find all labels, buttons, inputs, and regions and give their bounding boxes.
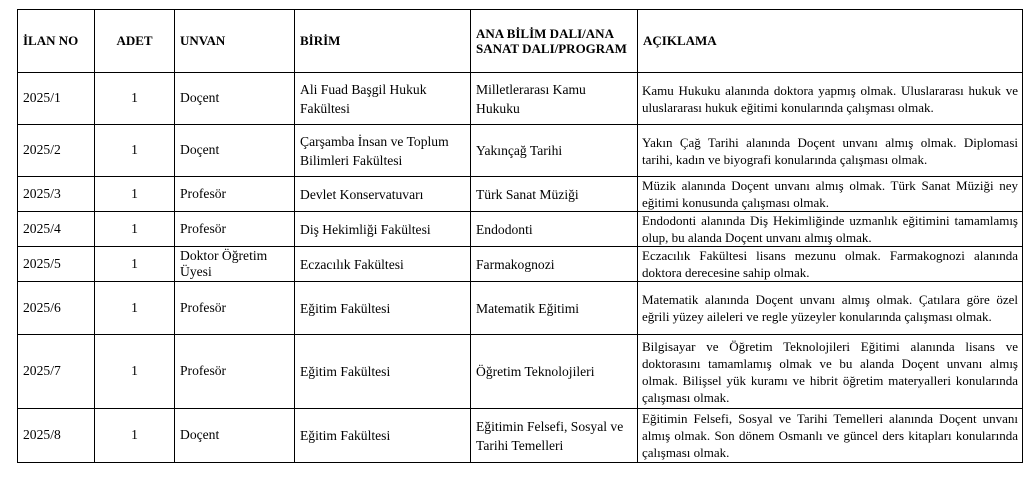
cell-adet: 1: [95, 409, 175, 463]
cell-aciklama: Bilgisayar ve Öğretim Teknolojileri Eğitimi alanında lisans ve doktorasını tamamlamış olmak ve bu alanda Doçent unvanı almış olmak. Bilişsel yük kuramı ve hibrit öğretim materyalleri konularında çalışması olmak.: [638, 335, 1023, 409]
header-program: ANA BİLİM DALI/ANA SANAT DALI/PROGRAM: [471, 10, 638, 73]
cell-adet: 1: [95, 335, 175, 409]
cell-unvan: Profesör: [175, 177, 295, 212]
table-row: [18, 282, 1023, 335]
cell-ilan-no: 2025/2: [18, 125, 95, 177]
header-row: [18, 10, 1023, 73]
table-header: [18, 10, 1023, 73]
cell-ilan-no: 2025/8: [18, 409, 95, 463]
cell-birim: Ali Fuad Başgil Hukuk Fakültesi: [295, 73, 471, 125]
cell-adet: 1: [95, 282, 175, 335]
document-page: [17, 9, 1023, 463]
cell-program: Milletlerarası Kamu Hukuku: [471, 73, 638, 125]
cell-ilan-no: 2025/6: [18, 282, 95, 335]
cell-program: Türk Sanat Müziği: [471, 177, 638, 212]
cell-program: Yakınçağ Tarihi: [471, 125, 638, 177]
cell-program: Eğitimin Felsefi, Sosyal ve Tarihi Temelleri: [471, 409, 638, 463]
cell-adet: 1: [95, 212, 175, 247]
table-row: [18, 177, 1023, 212]
cell-ilan-no: 2025/4: [18, 212, 95, 247]
cell-unvan: Doçent: [175, 125, 295, 177]
cell-birim: Eczacılık Fakültesi: [295, 247, 471, 282]
cell-aciklama: Matematik alanında Doçent unvanı almış olmak. Çatılara göre özel eğrili yüzey aileleri ve regle yüzeyler konularında çalışması olmak.: [638, 282, 1023, 335]
cell-adet: 1: [95, 247, 175, 282]
cell-birim: Eğitim Fakültesi: [295, 409, 471, 463]
cell-ilan-no: 2025/5: [18, 247, 95, 282]
cell-aciklama: Müzik alanında Doçent unvanı almış olmak. Türk Sanat Müziği ney eğitimi konusunda çalışması olmak.: [638, 177, 1023, 212]
cell-ilan-no: 2025/7: [18, 335, 95, 409]
table-row: [18, 73, 1023, 125]
cell-birim: Eğitim Fakültesi: [295, 282, 471, 335]
cell-program: Endodonti: [471, 212, 638, 247]
cell-birim: Devlet Konservatuvarı: [295, 177, 471, 212]
cell-program: Matematik Eğitimi: [471, 282, 638, 335]
cell-birim: Diş Hekimliği Fakültesi: [295, 212, 471, 247]
cell-aciklama: Yakın Çağ Tarihi alanında Doçent unvanı almış olmak. Diplomasi tarihi, kadın ve biyografi konularında çalışması olmak.: [638, 125, 1023, 177]
cell-ilan-no: 2025/1: [18, 73, 95, 125]
job-listing-table: [17, 9, 1023, 463]
cell-unvan: Profesör: [175, 335, 295, 409]
cell-aciklama: Kamu Hukuku alanında doktora yapmış olmak. Uluslararası hukuk ve uluslararası hukuk eğitimi konularında çalışması olmak.: [638, 73, 1023, 125]
table-body: [18, 73, 1023, 463]
cell-unvan: Doktor Öğretim Üyesi: [175, 247, 295, 282]
cell-adet: 1: [95, 125, 175, 177]
cell-unvan: Profesör: [175, 212, 295, 247]
table-row: [18, 247, 1023, 282]
cell-adet: 1: [95, 177, 175, 212]
cell-unvan: Profesör: [175, 282, 295, 335]
cell-ilan-no: 2025/3: [18, 177, 95, 212]
header-ilan-no: İLAN NO: [18, 10, 95, 73]
cell-aciklama: Eczacılık Fakültesi lisans mezunu olmak. Farmakognozi alanında doktora derecesine sahip olmak.: [638, 247, 1023, 282]
cell-birim: Eğitim Fakültesi: [295, 335, 471, 409]
table-row: [18, 409, 1023, 463]
header-unvan: UNVAN: [175, 10, 295, 73]
cell-adet: 1: [95, 73, 175, 125]
cell-unvan: Doçent: [175, 73, 295, 125]
cell-program: Öğretim Teknolojileri: [471, 335, 638, 409]
cell-unvan: Doçent: [175, 409, 295, 463]
header-aciklama: AÇIKLAMA: [638, 10, 1023, 73]
table-row: [18, 212, 1023, 247]
cell-program: Farmakognozi: [471, 247, 638, 282]
cell-aciklama: Eğitimin Felsefi, Sosyal ve Tarihi Temelleri alanında Doçent unvanı almış olmak. Son dönem Osmanlı ve güncel ders kitapları konularında çalışması olmak.: [638, 409, 1023, 463]
cell-aciklama: Endodonti alanında Diş Hekimliğinde uzmanlık eğitimini tamamlamış olup, bu alanda Doçent unvanı almış olmak.: [638, 212, 1023, 247]
table-row: [18, 125, 1023, 177]
header-adet: ADET: [95, 10, 175, 73]
table-row: [18, 335, 1023, 409]
header-birim: BİRİM: [295, 10, 471, 73]
cell-birim: Çarşamba İnsan ve Toplum Bilimleri Fakültesi: [295, 125, 471, 177]
